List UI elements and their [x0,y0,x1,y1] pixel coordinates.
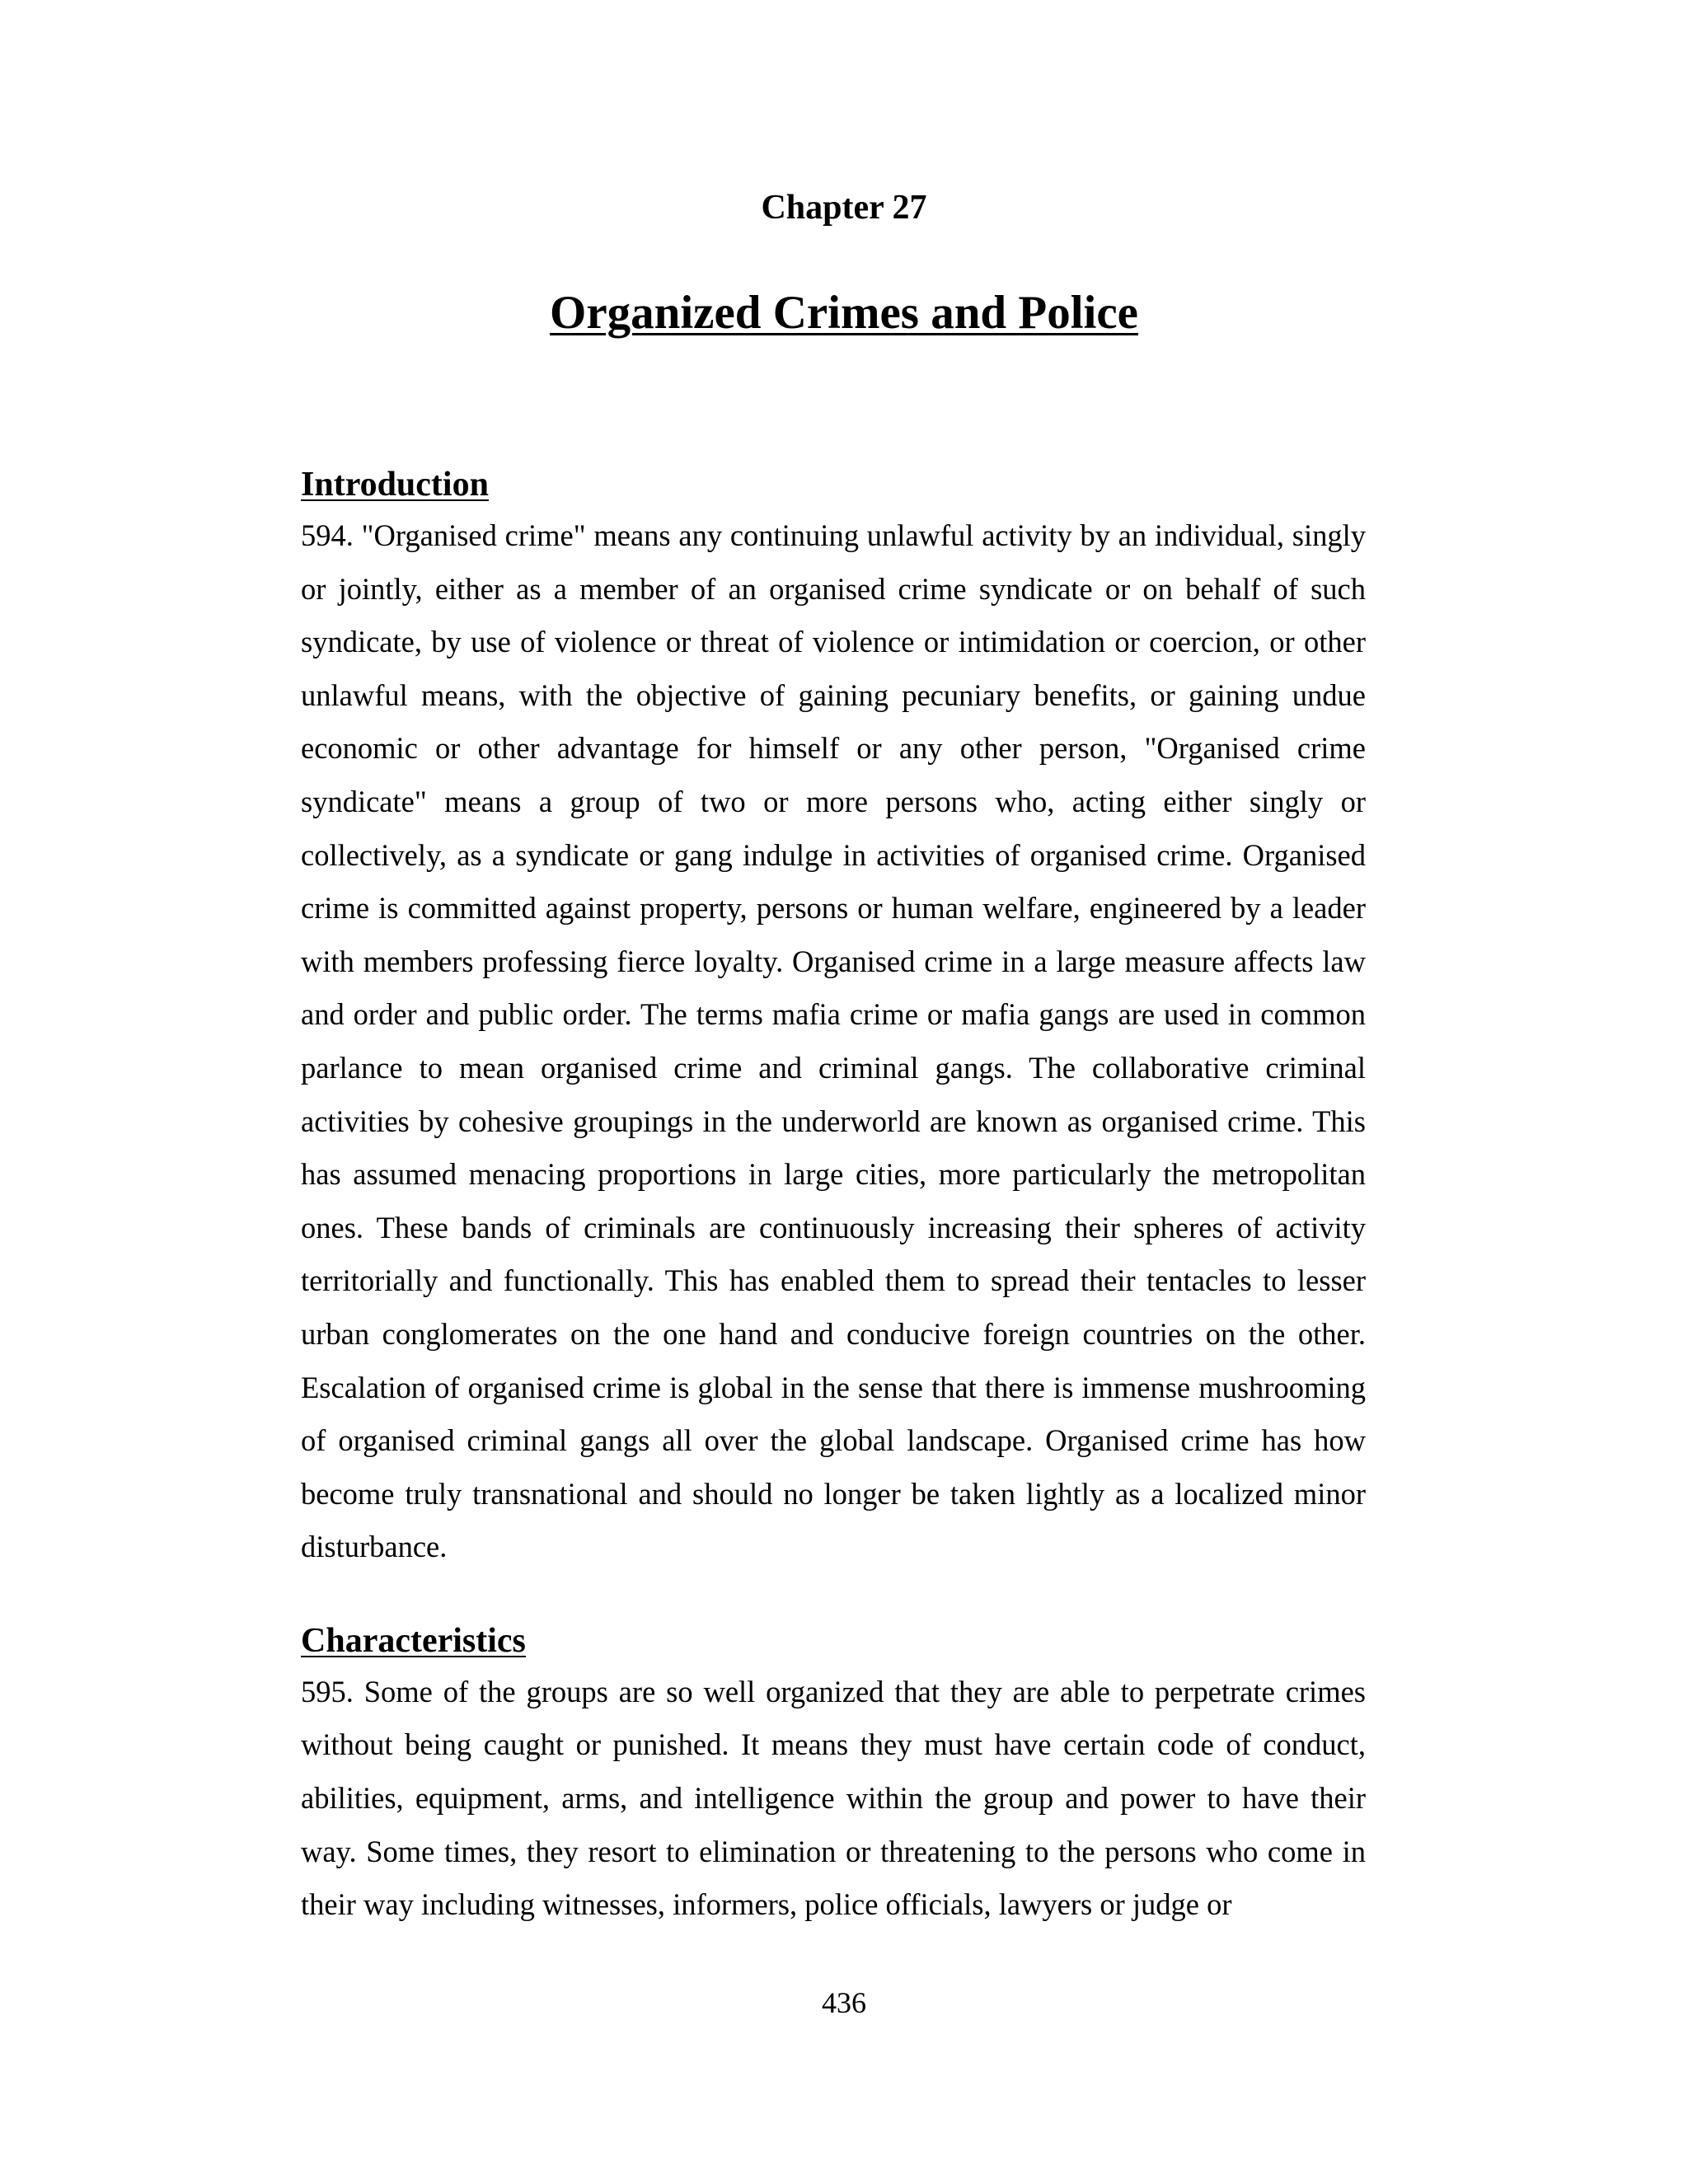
chapter-title: Organized Crimes and Police [550,287,1138,339]
page-number: 436 [822,1986,866,2019]
paragraph-594: 594. "Organised crime" means any continuing unlawful activity by an individual, singly or jointly, either as a member of an organised crime syndicate or on behalf of such syndicate, by use of violence or threat of violence or intimidation or coercion, or other unlawful means, with the objective of gaining pecuniary benefits, or gaining undue economic or other advantage for himself or any other person, "Organised crime syndicate" means a group of two or more persons who, acting either singly or collectively, as a syndicate or gang indulge in activities of organised crime. Organised crime is committed against property, persons or human welfare, engineered by a leader with members professing fierce loyalty. Organised crime in a large measure affects law and order and public order. The terms mafia crime or mafia gangs are used in common parlance to mean organised crime and criminal gangs. The collaborative criminal activities by cohesive groupings in the underworld are known as organised crime. This has assumed menacing proportions in large cities, more particularly the metropolitan ones. These bands of criminals are continuously increasing their spheres of activity territorially and functionally. This has enabled them to spread their tentacles to lesser urban conglomerates on the one hand and conducive foreign countries on the other. Escalation of organised crime is global in the sense that there is immense mushrooming of organised criminal gangs all over the global landscape. Organised crime has how become truly transnational and should no longer be taken lightly as a localized minor disturbance. [301,518,1366,1564]
section-heading-characteristics: Characteristics [301,1621,526,1660]
chapter-label: Chapter 27 [761,189,927,227]
paragraph-595: 595. Some of the groups are so well organized that they are able to perpetrate crimes without being caught or punished. It means they must have certain code of conduct, abilities, equipment, arms, and intelligence within the group and power to have their way. Some times, they resort to elimination or threatening to the persons who come in their way including witnesses, informers, police officials, lawyers or judge or [301,1674,1366,1922]
section-heading-introduction: Introduction [301,466,489,504]
section-spacer [301,1574,1366,1616]
document-body [301,460,1366,1932]
